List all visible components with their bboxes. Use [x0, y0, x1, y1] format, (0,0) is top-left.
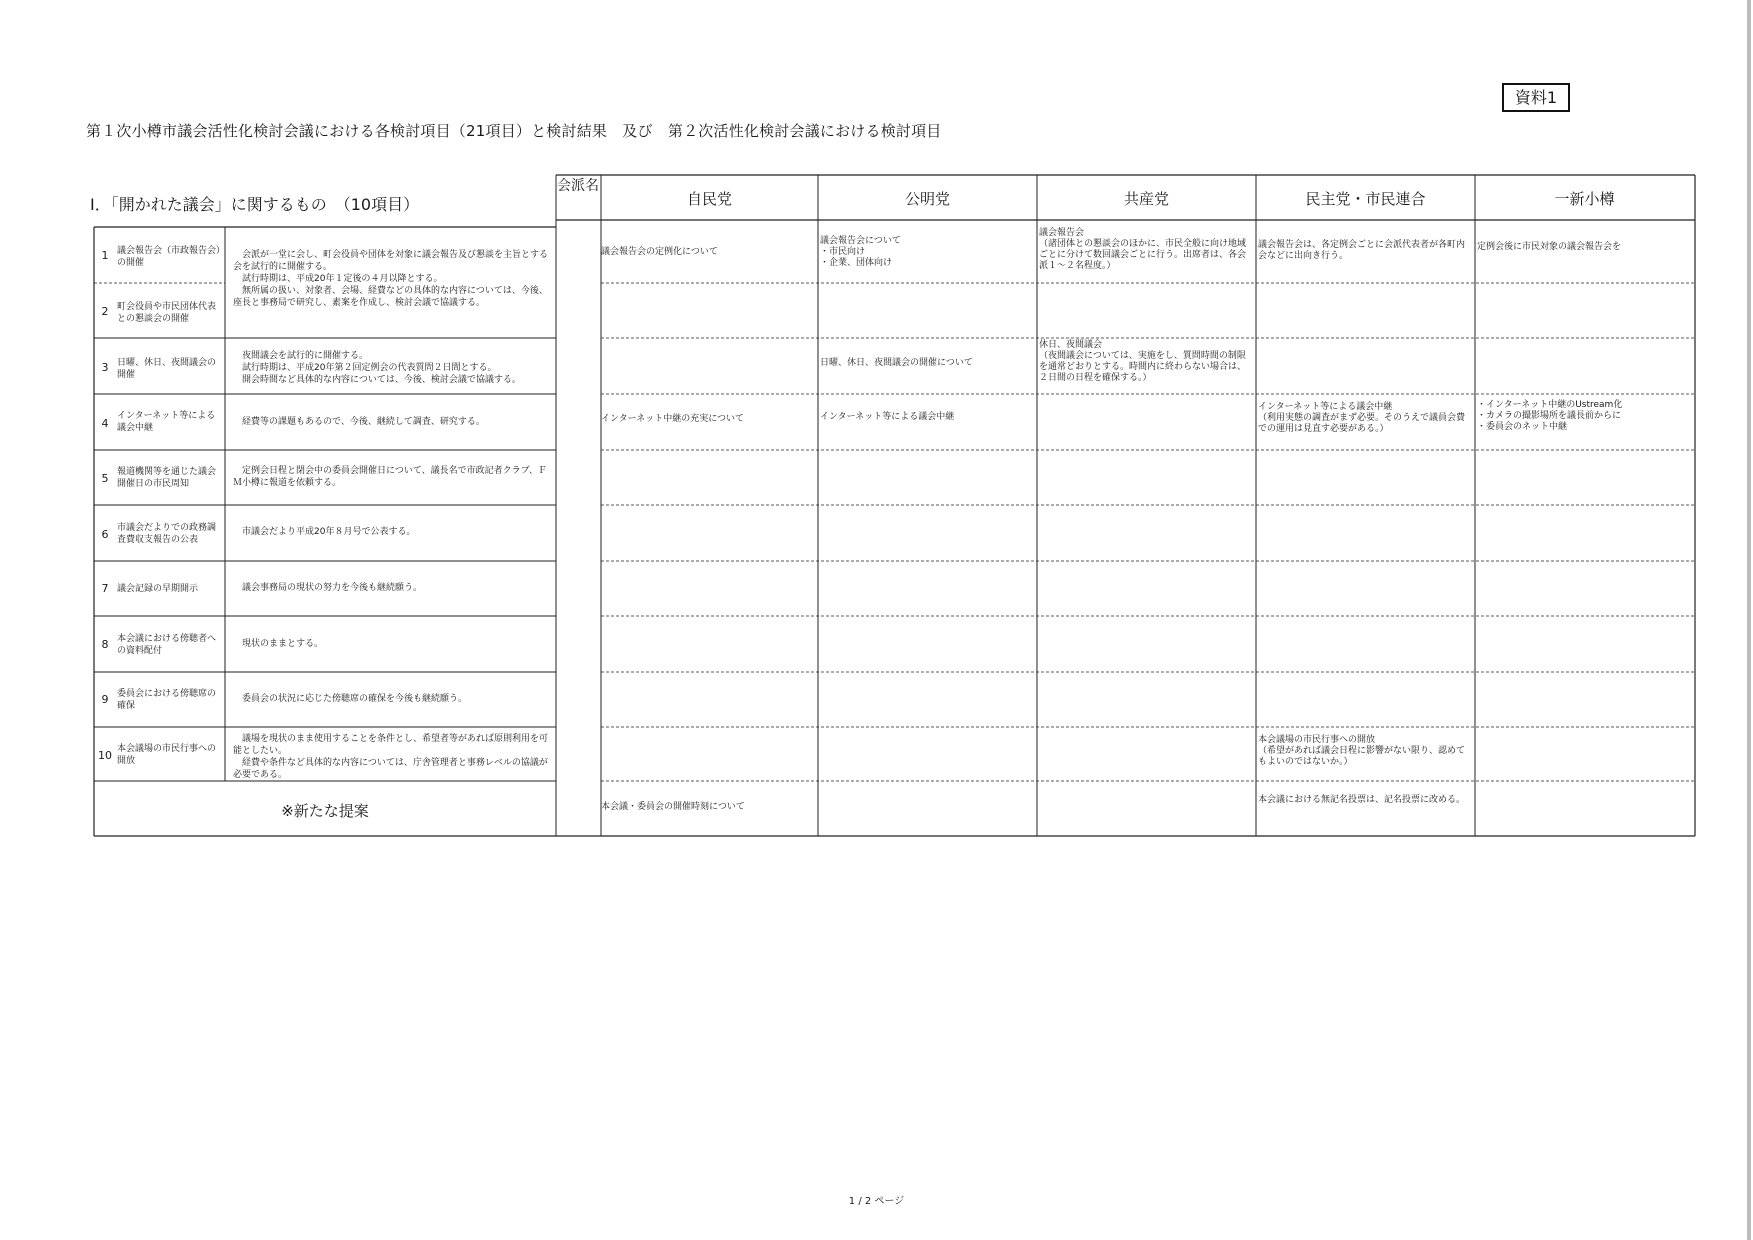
new-proposal-cell-jimin: 本会議・委員会の開催時刻について [601, 802, 745, 812]
document-label-badge: 資料1 [1502, 83, 1570, 112]
item-cell-jimin: 議会報告会の定例化について [601, 247, 718, 257]
item-cell-minshu: 議会報告会は、各定例会ごとに会派代表者が各町内会などに出向き行う。 [1258, 240, 1466, 261]
item-number: 9 [101, 693, 109, 706]
item-cell-minshu: インターネット等による議会中継 （利用実態の調査がまず必要。そのうえで議員会費での運用は見直す必要がある。） [1258, 402, 1466, 434]
item-cell-isshin: ・インターネット中継のUstream化 ・カメラの撮影場所を議長前からに ・委員会のネット中継 [1477, 400, 1623, 432]
new-proposal-cell-minshu: 本会議における無記名投票は、記名投票に改める。 [1258, 795, 1466, 805]
item-result: 議場を現状のまま使用することを条件とし、希望者等があれば原則利用を可能としたい。 経費や条件など具体的な内容については、庁舎管理者と事務レベルの協議が必要である。 [233, 734, 549, 780]
item-name: 委員会における傍聴席の確保 [117, 689, 217, 711]
item-result: 委員会の状況に応じた傍聴席の確保を今後も継続願う。 [233, 694, 468, 704]
item-number: 5 [101, 472, 109, 485]
item-cell-isshin: 定例会後に市民対象の議会報告会を [1477, 242, 1622, 252]
column-header-kyosan: 共産党 [1123, 189, 1169, 208]
page-number: 1 / 2 ページ [848, 1196, 905, 1207]
item-number: 10 [98, 749, 112, 762]
section-title: Ⅰ．「開かれた議会」に関するもの （10項目） [90, 195, 420, 214]
item-result: 夜間議会を試行的に開催する。 試行時期は、平成20年第２回定例会の代表質問２日間とする。 開会時間など具体的な内容については、今後、検討会議で協議する。 [242, 351, 521, 385]
column-header-kaiha: 会派名 [557, 178, 599, 194]
item-name: 報道機関等を通じた議会開催日の市民周知 [117, 467, 217, 489]
item-name: 市議会だよりでの政務調査費収支報告の公表 [117, 523, 217, 545]
item-result: 定例会日程と閉会中の委員会開催日について、議長名で市政記者クラブ、ＦＭ小樽に報道を依頼する。 [233, 466, 547, 488]
document-title: 第１次小樽市議会活性化検討会議における各検討項目（21項目）と検討結果 及び 第２次活性化検討会議における検討項目 [86, 122, 942, 140]
column-header-jimin: 自民党 [686, 189, 732, 208]
item-result: 現状のままとする。 [233, 639, 324, 649]
item-number: 7 [101, 582, 109, 595]
item-cell-komei: 議会報告会について ・市民向け ・企業、団体向け [820, 236, 901, 268]
item-name: インターネット等による議会中継 [117, 411, 216, 433]
item-result: 議会事務局の現状の努力を今後も継続願う。 [233, 583, 423, 593]
item-name: 日曜、休日、夜間議会の開催 [117, 358, 217, 380]
item-name: 議会記録の早期開示 [117, 584, 199, 594]
item-number: 1 [101, 249, 109, 262]
item-number: 4 [101, 417, 109, 430]
item-number: 2 [101, 305, 109, 318]
item-cell-minshu: 本会議場の市民行事への開放 （希望があれば議会日程に影響がない限り、認めてもよいのではないか。） [1258, 735, 1466, 767]
item-number: 8 [101, 638, 109, 651]
column-header-isshin: 一新小樽 [1554, 189, 1615, 208]
item-name: 本会議場の市民行事への開放 [117, 744, 217, 766]
item-number: 6 [101, 528, 109, 541]
item-number: 3 [101, 361, 109, 374]
item-name: 本会議における傍聴者への資料配付 [117, 634, 217, 656]
item-result: 市議会だより平成20年８月号で公表する。 [233, 527, 416, 537]
item-name: 議会報告会（市政報告会）の開催 [117, 246, 221, 268]
new-proposal-label: ※新たな提案 [281, 802, 369, 820]
item-cell-komei: インターネット等による議会中継 [820, 412, 955, 422]
item-cell-komei: 日曜、休日、夜間議会の開催について [820, 358, 973, 368]
item-cell-kyosan: 議会報告会 （諸団体との懇談会のほかに、市民全般に向け地域ごとに分けて数回議会ごとに行う。出席者は、各会派１～２名程度。） [1039, 228, 1247, 271]
item-result: 経費等の課題もあるので、今後、継続して調査、研究する。 [233, 417, 485, 427]
item-cell-jimin: インターネット中継の充実について [601, 414, 745, 424]
item-result: 会派が一堂に会し、町会役員や団体を対象に議会報告及び懇談を主旨とする会を試行的に開催する。 試行時期は、平成20年１定後の４月以降とする。 無所属の扱い、対象者、会場、経費などの具体的な内容については、今後、座長と事務局で研究し、素案を作成し、検討会議で協議する。 [233, 250, 549, 308]
item-cell-kyosan: 休日、夜間議会 （夜間議会については、実施をし、質問時間の制限を通常どおりとする。時間内に終わらない場合は、２日間の日程を確保する。） [1039, 340, 1247, 383]
column-header-minshu: 民主党・市民連合 [1305, 189, 1426, 208]
column-header-komei: 公明党 [904, 189, 950, 208]
item-name: 町会役員や市民団体代表との懇談会の開催 [117, 302, 217, 324]
